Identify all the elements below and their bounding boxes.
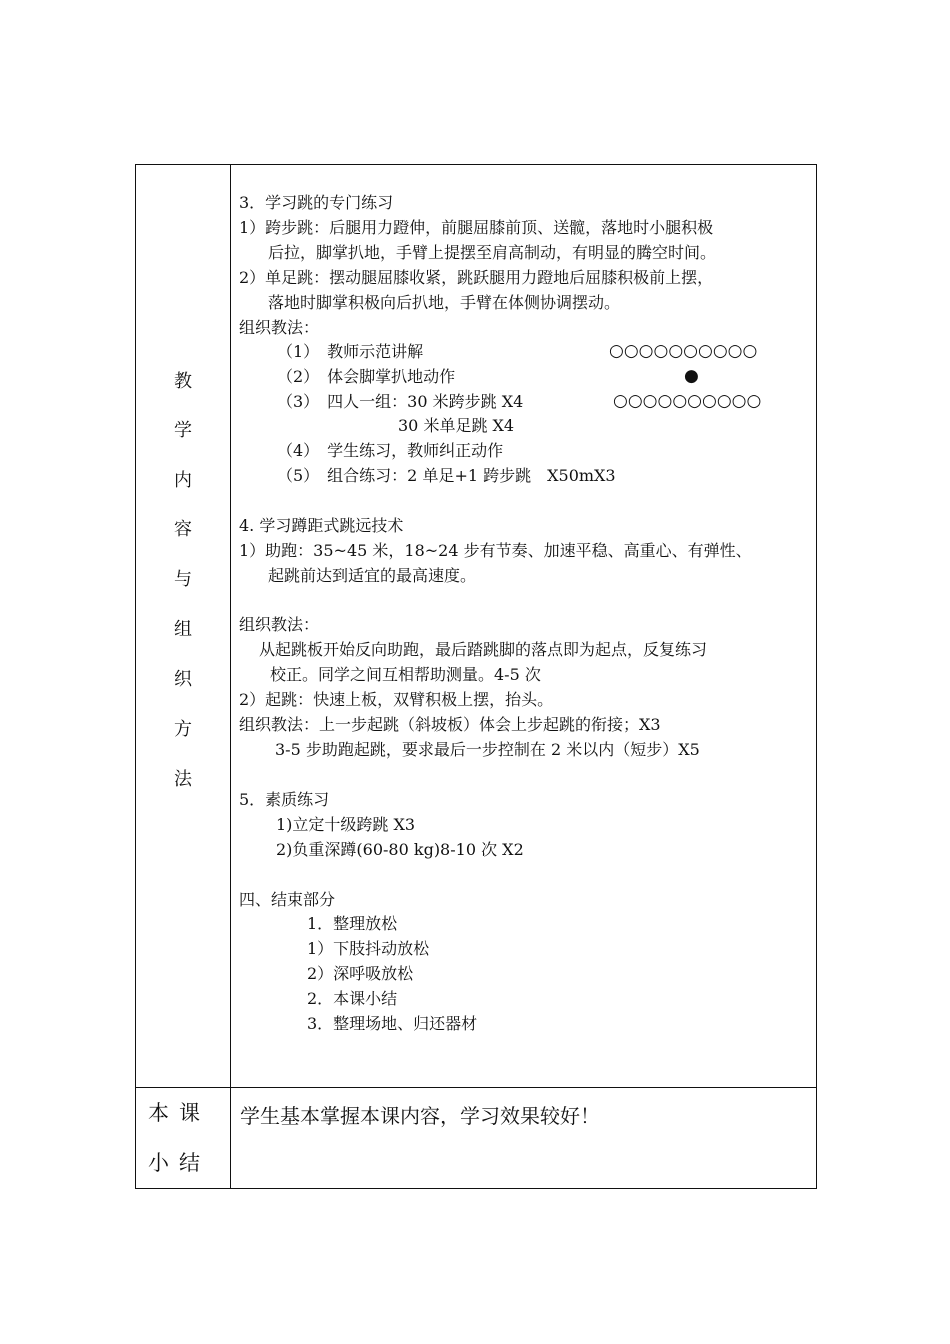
label-char: 与 [174, 569, 192, 590]
section-heading: 5．素质练习 [239, 790, 330, 809]
text-line: 2）起跳：快速上板，双臂积极上摆，抬头。 [239, 690, 554, 709]
text-line: （1） 教师示范讲解 [277, 342, 424, 361]
section-heading: 3．学习跳的专门练习 [239, 193, 394, 212]
label-char: 方 [174, 719, 192, 740]
text-line: 起跳前达到适宜的最高速度。 [268, 566, 477, 585]
row-divider [136, 1087, 816, 1088]
label-char: 组 [174, 619, 192, 640]
summary-label-line: 本课 [148, 1101, 210, 1125]
text-line: 组织教法：上一步起跳（斜坡板）体会上步起跳的衔接；X3 [239, 715, 661, 734]
text-line: （2） 体会脚掌扒地动作 [277, 367, 456, 386]
text-line: 2)负重深蹲(60-80 kg)8-10 次 X2 [276, 840, 524, 859]
label-char: 法 [174, 769, 192, 790]
text-line: 1）助跑：35~45 米，18~24 步有节奏、加速平稳、高重心、有弹性、 [239, 541, 752, 560]
lesson-table [135, 164, 817, 1189]
lesson-summary: 学生基本掌握本课内容，学习效果较好！ [240, 1104, 600, 1128]
text-line: 从起跳板开始反向助跑，最后踏跳脚的落点即为起点，反复练习 [259, 640, 708, 659]
column-divider [230, 165, 231, 1188]
text-line: 2）单足跳：摆动腿屈膝收紧，跳跃腿用力蹬地后屈膝积极前上摆， [239, 268, 714, 287]
student-row-formation: ○○○○○○○○○○ [613, 391, 762, 411]
label-char: 织 [174, 669, 192, 690]
text-line: 2）深呼吸放松 [307, 964, 414, 983]
text-line: （4） 学生练习，教师纠正动作 [277, 441, 504, 460]
text-line: （3） 四人一组：30 米跨步跳 X4 [277, 392, 524, 411]
label-char: 容 [174, 519, 192, 540]
label-char: 学 [174, 420, 192, 441]
text-line: 1)立定十级跨跳 X3 [276, 815, 416, 834]
text-line: （5） 组合练习：2 单足+1 跨步跳 X50mX3 [277, 466, 616, 485]
section-heading: 4. 学习蹲距式跳远技术 [239, 516, 404, 535]
text-line: 后拉，脚掌扒地，手臂上提摆至肩高制动，有明显的腾空时间。 [268, 243, 717, 262]
text-line: 校正。同学之间互相帮助测量。4-5 次 [270, 665, 541, 684]
student-row-formation: ○○○○○○○○○○ [609, 341, 758, 361]
text-line: 2．本课小结 [307, 989, 398, 1008]
text-line: 1）下肢抖动放松 [307, 939, 430, 958]
label-char: 教 [174, 371, 192, 392]
text-line: 3-5 步助跑起跳，要求最后一步控制在 2 米以内（短步）X5 [275, 740, 700, 759]
label-char: 内 [174, 470, 192, 491]
text-line: 落地时脚掌积极向后扒地，手臂在体侧协调摆动。 [268, 293, 621, 312]
text-line: 30 米单足跳 X4 [398, 416, 515, 435]
text-line: 3．整理场地、归还器材 [307, 1014, 478, 1033]
summary-label-line: 小结 [148, 1151, 210, 1175]
text-line: 1．整理放松 [307, 914, 398, 933]
teacher-marker: ● [684, 366, 699, 386]
text-line: 组织教法： [239, 615, 320, 634]
section-heading: 四、结束部分 [239, 890, 336, 909]
text-line: 1）跨步跳：后腿用力蹬伸，前腿屈膝前顶、送髋，落地时小腿积极 [239, 218, 714, 237]
text-line: 组织教法： [239, 318, 320, 337]
